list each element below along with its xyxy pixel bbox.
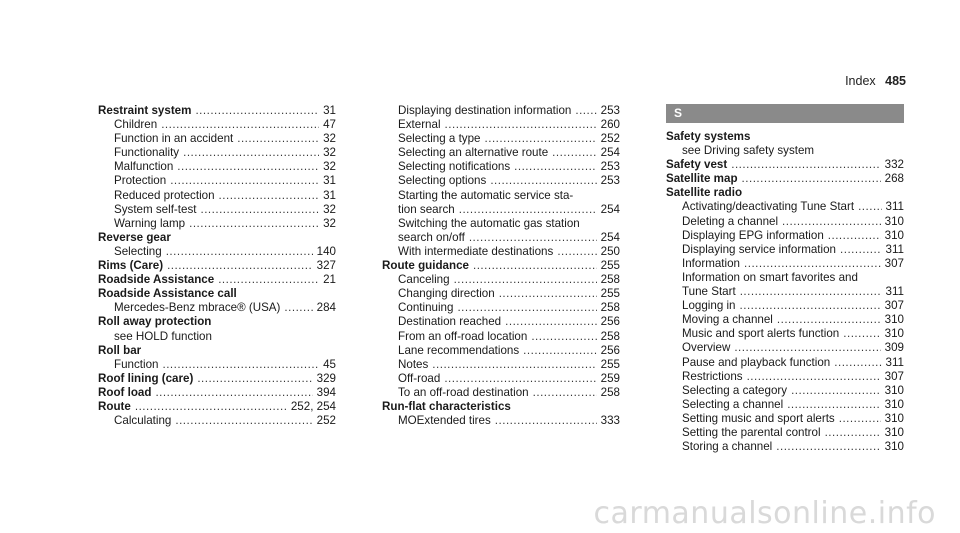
index-entry [98, 104, 336, 118]
dot-leader [135, 400, 287, 414]
index-subentry [666, 412, 904, 426]
page-reference[interactable]: 307 [884, 256, 904, 270]
entry-text: Satellite radio [666, 186, 743, 200]
page-reference[interactable]: 333 [600, 414, 620, 428]
index-subentry [382, 301, 620, 315]
entry-text: Selecting a channel [682, 397, 784, 411]
index-entry [98, 259, 336, 273]
entry-text: Starting the automatic service sta- [398, 188, 574, 202]
entry-text: Safety vest [666, 158, 728, 172]
entry-text: Setting the parental control [682, 425, 821, 439]
page-reference[interactable]: 256 [600, 315, 620, 329]
index-subentry [666, 370, 904, 384]
page-reference[interactable]: 32 [323, 216, 336, 230]
entry-text: Roadside Assistance call [98, 287, 237, 301]
page-reference[interactable]: 307 [884, 369, 904, 383]
dot-leader [787, 398, 880, 412]
index-subentry [382, 287, 620, 301]
entry-text: Setting music and sport alerts [682, 411, 835, 425]
entry-text: Activating/deactivating Tune Start [682, 200, 855, 214]
page-reference[interactable]: 253 [600, 174, 620, 188]
dot-leader [161, 118, 319, 132]
dot-leader [782, 215, 881, 229]
page-reference[interactable]: 45 [323, 357, 336, 371]
page-reference[interactable]: 310 [884, 228, 904, 242]
entry-text: Rims (Care) [98, 259, 164, 273]
entry-text: search on/off [398, 230, 465, 244]
page-reference[interactable]: 252, 254 [290, 399, 336, 413]
entry-text: Tune Start [682, 285, 736, 299]
entry-text: see Driving safety system [682, 144, 815, 158]
entry-text: Displaying destination information [398, 104, 572, 117]
entry-text: MOExtended tires [398, 414, 491, 428]
watermark: carmanualsonline.info [593, 496, 936, 531]
entry-text: tion search [398, 202, 455, 216]
dot-leader [747, 370, 881, 384]
index-subentry [98, 146, 336, 160]
index-entry [382, 400, 620, 414]
index-subentry [382, 160, 620, 174]
page-reference[interactable]: 31 [323, 174, 336, 188]
dot-leader [183, 146, 319, 160]
index-subentry [666, 384, 904, 398]
entry-text: Calculating [114, 414, 172, 428]
index-entry [98, 372, 336, 386]
page-reference[interactable]: 254 [600, 202, 620, 216]
index-subentry [666, 144, 904, 158]
page-reference[interactable]: 32 [323, 202, 336, 216]
entry-text: Selecting a category [682, 383, 788, 397]
page-reference[interactable]: 32 [323, 132, 336, 146]
index-subentry [98, 160, 336, 174]
index-entry [98, 287, 336, 301]
page-reference[interactable]: 309 [884, 341, 904, 355]
index-column-3 [666, 104, 904, 454]
dot-leader [162, 358, 319, 372]
entry-text: Displaying EPG information [682, 228, 824, 242]
page-reference[interactable]: 253 [600, 104, 620, 117]
page-reference[interactable]: 311 [885, 285, 904, 299]
dot-leader [454, 273, 597, 287]
page-reference[interactable]: 311 [885, 200, 904, 214]
index-column-2 [382, 104, 620, 428]
entry-text: Roof lining (care) [98, 371, 194, 385]
entry-text: Lane recommendations [398, 343, 520, 357]
index-subentry [382, 189, 620, 203]
page-reference[interactable]: 310 [884, 425, 904, 439]
dot-leader [485, 132, 597, 146]
index-subentry [382, 358, 620, 372]
page-reference[interactable]: 310 [884, 313, 904, 327]
dot-leader [740, 285, 882, 299]
index-subentry [666, 243, 904, 257]
page-reference[interactable]: 259 [600, 371, 620, 385]
index-subentry [666, 327, 904, 341]
entry-text: Canceling [398, 273, 450, 287]
entry-text: Roof load [98, 385, 152, 399]
entry-text: see HOLD function [114, 329, 212, 343]
index-subentry [98, 358, 336, 372]
page-reference[interactable]: 311 [885, 355, 904, 369]
header-title: Index [845, 74, 876, 88]
page-reference[interactable]: 310 [884, 214, 904, 228]
index-subentry [382, 273, 620, 287]
index-subentry [98, 118, 336, 132]
dot-leader [843, 327, 880, 341]
page-reference[interactable]: 32 [323, 160, 336, 174]
entry-text: Information [682, 256, 740, 270]
page-reference[interactable]: 258 [600, 329, 620, 343]
index-subentry [98, 203, 336, 217]
page-reference[interactable]: 332 [884, 158, 904, 172]
page-reference[interactable]: 310 [884, 327, 904, 341]
dot-leader [473, 259, 597, 273]
index-subentry [98, 330, 336, 344]
index-subentry [382, 203, 620, 217]
page-reference[interactable]: 311 [885, 242, 904, 256]
page-reference[interactable]: 252 [316, 414, 336, 428]
index-entry [666, 158, 904, 172]
index-subentry [666, 356, 904, 370]
dot-leader [531, 330, 596, 344]
entry-text: External [398, 118, 441, 132]
index-entry [98, 231, 336, 245]
dot-leader [533, 386, 597, 400]
dot-leader [445, 118, 597, 132]
page-number: 485 [885, 74, 906, 88]
entry-text: Mercedes-Benz mbrace® (USA) [114, 301, 281, 315]
page-reference[interactable]: 140 [316, 244, 336, 258]
entry-text: Roadside Assistance [98, 273, 215, 287]
index-subentry [382, 231, 620, 245]
dot-leader [218, 273, 319, 287]
index-subentry [382, 146, 620, 160]
dot-leader [197, 372, 312, 386]
page-reference[interactable]: 47 [323, 118, 336, 132]
dot-leader [742, 172, 881, 186]
index-entry [666, 186, 904, 200]
page-reference[interactable]: 252 [600, 132, 620, 146]
index-subentry [666, 341, 904, 355]
dot-leader [457, 301, 596, 315]
index-subentry [666, 285, 904, 299]
index-subentry [666, 426, 904, 440]
entry-text: Storing a channel [682, 440, 773, 454]
entry-text: To an off-road destination [398, 385, 529, 399]
index-subentry [666, 299, 904, 313]
dot-leader [170, 174, 319, 188]
page-reference[interactable]: 268 [884, 172, 904, 186]
entry-text: Selecting an alternative route [398, 146, 549, 160]
entry-text: Reverse gear [98, 230, 171, 244]
dot-leader [155, 386, 312, 400]
dot-leader [834, 356, 881, 370]
index-subentry [666, 229, 904, 243]
entry-text: From an off-road location [398, 329, 528, 343]
entry-text: Warning lamp [114, 216, 186, 230]
dot-leader [858, 200, 881, 214]
dot-leader [237, 132, 319, 146]
index-entry [98, 400, 336, 414]
dot-leader [167, 259, 313, 273]
entry-text: Route guidance [382, 259, 469, 273]
entry-text: Roll bar [98, 343, 142, 357]
index-entry [666, 130, 904, 144]
page-reference[interactable]: 250 [600, 244, 620, 258]
index-subentry [666, 313, 904, 327]
dot-leader [734, 341, 880, 355]
page-reference[interactable]: 21 [323, 273, 336, 287]
page-reference[interactable]: 284 [316, 301, 336, 315]
entry-text: Information on smart favorites and [682, 270, 858, 284]
index-subentry [98, 174, 336, 188]
page-reference[interactable]: 31 [323, 104, 336, 117]
index-entry [98, 273, 336, 287]
entry-text: Satellite map [666, 172, 738, 186]
entry-text: System self-test [114, 202, 197, 216]
dot-leader [469, 231, 597, 245]
entry-text: Restrictions [682, 369, 743, 383]
entry-text: Malfunction [114, 160, 174, 174]
index-subentry [382, 315, 620, 329]
dot-leader [195, 104, 319, 118]
entry-text: Destination reached [398, 315, 502, 329]
index-subentry [98, 132, 336, 146]
dot-leader [731, 158, 880, 172]
index-subentry [98, 217, 336, 231]
entry-text: Children [114, 118, 158, 132]
dot-leader [839, 412, 881, 426]
index-subentry [666, 257, 904, 271]
dot-leader [189, 217, 319, 231]
dot-leader [505, 315, 597, 329]
dot-leader [432, 358, 596, 372]
dot-leader [791, 384, 881, 398]
entry-text: With intermediate destinations [398, 244, 554, 258]
dot-leader [177, 160, 319, 174]
page-reference[interactable]: 32 [323, 146, 336, 160]
page-reference[interactable]: 310 [884, 397, 904, 411]
dot-leader [840, 243, 882, 257]
entry-text: Selecting options [398, 174, 487, 188]
page-reference[interactable]: 260 [600, 118, 620, 132]
entry-text: Reduced protection [114, 188, 215, 202]
index-entry [98, 315, 336, 329]
entry-text: Function in an accident [114, 132, 234, 146]
dot-leader [459, 203, 597, 217]
index-subentry [382, 118, 620, 132]
page-reference[interactable]: 310 [884, 411, 904, 425]
index-subentry [666, 200, 904, 214]
page-reference[interactable]: 255 [600, 259, 620, 273]
index-subentry [382, 372, 620, 386]
page-reference[interactable]: 255 [600, 357, 620, 371]
page-reference[interactable]: 258 [600, 273, 620, 287]
page-reference[interactable]: 258 [600, 301, 620, 315]
entry-text: Selecting [114, 244, 162, 258]
index-entry [98, 386, 336, 400]
entry-text: Safety systems [666, 130, 751, 143]
dot-leader [777, 313, 881, 327]
page-reference[interactable]: 256 [600, 343, 620, 357]
entry-text: Selecting notifications [398, 160, 511, 174]
page-reference[interactable]: 394 [316, 385, 336, 399]
index-subentry [382, 386, 620, 400]
entry-text: Run-flat characteristics [382, 399, 511, 413]
dot-leader [444, 372, 596, 386]
dot-leader [514, 160, 597, 174]
page-reference[interactable]: 329 [316, 371, 336, 385]
entry-text: Function [114, 357, 159, 371]
entry-text: Route [98, 399, 131, 413]
page-reference[interactable]: 254 [600, 230, 620, 244]
entry-text: Selecting a type [398, 132, 481, 146]
entry-text: Notes [398, 357, 429, 371]
entry-text: Off-road [398, 371, 441, 385]
index-subentry [98, 245, 336, 259]
index-column-1 [98, 104, 336, 428]
index-subentry [666, 271, 904, 285]
dot-leader [166, 245, 313, 259]
index-subentry [382, 104, 620, 118]
dot-leader [744, 257, 881, 271]
dot-leader [200, 203, 319, 217]
entry-text: Moving a channel [682, 313, 773, 327]
index-subentry [98, 301, 336, 315]
index-subentry [666, 398, 904, 412]
dot-leader [499, 287, 597, 301]
entry-text: Pause and playback function [682, 355, 831, 369]
dot-leader [175, 414, 312, 428]
index-subentry [382, 414, 620, 428]
index-entry [666, 172, 904, 186]
page-reference[interactable]: 310 [884, 440, 904, 454]
page-reference[interactable]: 254 [600, 146, 620, 160]
dot-leader [557, 245, 596, 259]
index-subentry [382, 344, 620, 358]
entry-text: Switching the automatic gas station [398, 216, 580, 230]
entry-text: Functionality [114, 146, 180, 160]
section-header: S [666, 104, 904, 123]
index-subentry [666, 440, 904, 454]
index-subentry [382, 330, 620, 344]
dot-leader [219, 189, 320, 203]
dot-leader [284, 301, 312, 315]
page-reference[interactable]: 255 [600, 287, 620, 301]
index-subentry [382, 217, 620, 231]
entry-text: Deleting a channel [682, 214, 779, 228]
entry-text: Roll away protection [98, 315, 212, 329]
entry-text: Protection [114, 174, 167, 188]
dot-leader [523, 344, 596, 358]
page-header [845, 74, 906, 88]
dot-leader [776, 440, 880, 454]
entry-text: Overview [682, 341, 731, 355]
index-subentry [98, 414, 336, 428]
index-subentry [666, 215, 904, 229]
index-entry [98, 344, 336, 358]
entry-text: Displaying service information [682, 242, 837, 256]
index-entry [382, 259, 620, 273]
dot-leader [490, 174, 596, 188]
dot-leader [575, 104, 596, 118]
page-reference[interactable]: 258 [600, 385, 620, 399]
dot-leader [495, 414, 597, 428]
entry-text: Restraint system [98, 104, 192, 117]
page-reference[interactable]: 327 [316, 259, 336, 273]
index-subentry [382, 174, 620, 188]
entry-text: Music and sport alerts function [682, 327, 840, 341]
dot-leader [740, 299, 881, 313]
index-subentry [98, 189, 336, 203]
page-reference[interactable]: 307 [884, 299, 904, 313]
entry-text: Continuing [398, 301, 454, 315]
dot-leader [828, 229, 881, 243]
index-subentry [382, 245, 620, 259]
entry-text: Logging in [682, 299, 736, 313]
page-reference[interactable]: 253 [600, 160, 620, 174]
index-subentry [382, 132, 620, 146]
dot-leader [825, 426, 881, 440]
entry-text: Changing direction [398, 287, 495, 301]
dot-leader [552, 146, 596, 160]
page-reference[interactable]: 310 [884, 383, 904, 397]
page-reference[interactable]: 31 [323, 188, 336, 202]
